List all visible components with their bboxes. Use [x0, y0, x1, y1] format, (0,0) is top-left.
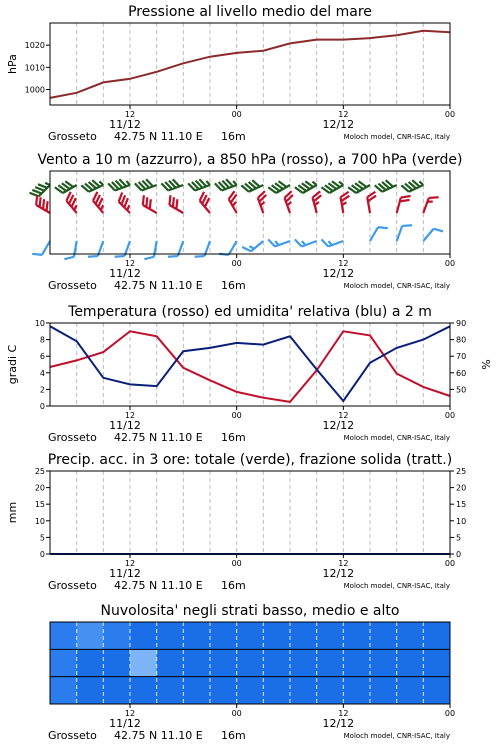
- location-elevation: 16m: [221, 279, 246, 292]
- cloud-cell: [423, 649, 450, 676]
- location-coords: 42.75 N 11.10 E: [114, 431, 203, 444]
- cloud-cell: [343, 649, 370, 676]
- x-tick-label: 00: [231, 709, 242, 718]
- cloud-cell: [263, 649, 290, 676]
- cloud-cell: [317, 622, 344, 649]
- y-tick-label: 8: [39, 335, 45, 345]
- y-tick-label: 1020: [24, 41, 45, 51]
- cloud-cell: [210, 677, 237, 704]
- chart-title: Pressione al livello medio del mare: [128, 4, 372, 20]
- cloud-cell: [77, 622, 104, 649]
- y-axis-label-right: %: [480, 359, 493, 370]
- cloud-panel: [48, 603, 455, 742]
- y-tick-label: 25: [34, 467, 45, 476]
- date-label: 12/12: [322, 717, 355, 730]
- location-elevation: 16m: [221, 130, 246, 143]
- location-elevation: 16m: [221, 579, 246, 592]
- cloud-cell: [263, 677, 290, 704]
- cloud-cell: [130, 649, 157, 676]
- cloud-cell: [290, 622, 317, 649]
- date-label: 11/12: [109, 419, 141, 432]
- y-tick-label: 1010: [24, 63, 45, 73]
- model-credit: Moloch model, CNR-ISAC, Italy: [343, 282, 450, 290]
- x-tick-label: 12: [124, 709, 136, 718]
- cloud-cell: [237, 677, 264, 704]
- x-tick-label: 00: [444, 559, 456, 568]
- y-tick-label: 10: [34, 319, 45, 328]
- x-tick-label: 00: [444, 709, 456, 718]
- location-name: Grosseto: [48, 431, 97, 444]
- x-tick-label: 00: [444, 411, 456, 420]
- cloud-cell: [157, 677, 184, 704]
- cloud-cell: [343, 677, 370, 704]
- location-elevation: 16m: [221, 431, 246, 444]
- date-label: 12/12: [322, 267, 355, 280]
- cloud-cell: [370, 622, 397, 649]
- date-label: 12/12: [322, 118, 355, 131]
- x-tick-label: 00: [231, 259, 242, 268]
- cloud-cell: [343, 622, 370, 649]
- x-tick-label: 00: [231, 110, 242, 119]
- y-tick-label: 70: [456, 352, 467, 362]
- y-tick-label: 10: [34, 516, 45, 526]
- wind-barb: [32, 237, 50, 259]
- date-label: 11/12: [109, 717, 141, 730]
- model-credit: Moloch model, CNR-ISAC, Italy: [343, 434, 450, 442]
- cloud-cell: [77, 649, 104, 676]
- cloud-cell: [103, 622, 130, 649]
- cloud-cell: [317, 649, 344, 676]
- chart-title: Precip. acc. in 3 ore: totale (verde), frazione solida (tratt.): [47, 452, 453, 468]
- cloud-cell: [237, 649, 264, 676]
- y-tick-label: 15: [34, 500, 45, 510]
- wind-barb: [29, 179, 50, 200]
- location-name: Grosseto: [48, 579, 97, 592]
- cloud-cell: [237, 622, 264, 649]
- y-tick-label: 0: [39, 402, 45, 411]
- cloud-cell: [423, 677, 450, 704]
- cloud-cell: [370, 677, 397, 704]
- location-coords: 42.75 N 11.10 E: [114, 729, 203, 742]
- cloud-cell: [423, 622, 450, 649]
- y-tick-label: 50: [456, 385, 467, 395]
- cloud-cell: [50, 649, 77, 676]
- x-tick-label: 12: [124, 559, 136, 568]
- date-label: 11/12: [109, 267, 141, 280]
- x-tick-label: 00: [444, 110, 456, 119]
- cloud-cell: [50, 622, 77, 649]
- y-tick-label: 6: [39, 352, 45, 362]
- x-tick-label: 12: [338, 559, 349, 568]
- location-name: Grosseto: [48, 279, 97, 292]
- date-label: 12/12: [322, 567, 355, 580]
- chart-title: Temperatura (rosso) ed umidita' relativa (blu) a 2 m: [68, 304, 432, 320]
- y-axis-label: mm: [6, 501, 19, 524]
- cloud-cell: [77, 677, 104, 704]
- date-label: 11/12: [109, 567, 141, 580]
- cloud-cell: [157, 649, 184, 676]
- cloud-cell: [183, 649, 210, 676]
- y-tick-label: 4: [39, 368, 45, 378]
- cloud-cell: [397, 622, 424, 649]
- cloud-cell: [183, 622, 210, 649]
- x-tick-label: 00: [231, 559, 242, 568]
- location-name: Grosseto: [48, 729, 97, 742]
- x-tick-label: 12: [124, 411, 136, 420]
- location-name: Grosseto: [48, 130, 97, 143]
- x-tick-label: 12: [124, 110, 136, 119]
- chart-title: Nuvolosita' negli strati basso, medio e alto: [100, 603, 400, 619]
- cloud-cell: [210, 649, 237, 676]
- cloud-cell: [290, 649, 317, 676]
- y-axis-label: gradi C: [6, 344, 19, 385]
- model-credit: Moloch model, CNR-ISAC, Italy: [343, 582, 450, 590]
- y-axis-label: hPa: [6, 54, 19, 74]
- cloud-cell: [397, 649, 424, 676]
- x-tick-label: 12: [338, 411, 349, 420]
- y-tick-label: 0: [456, 550, 462, 559]
- x-tick-label: 12: [338, 709, 349, 718]
- x-tick-label: 12: [124, 259, 136, 268]
- cloud-cell: [130, 622, 157, 649]
- y-tick-label: 20: [34, 483, 45, 493]
- y-tick-label: 25: [456, 467, 467, 476]
- x-tick-label: 12: [338, 110, 349, 119]
- cloud-cell: [103, 677, 130, 704]
- y-tick-label: 80: [456, 335, 467, 345]
- location-coords: 42.75 N 11.10 E: [114, 579, 203, 592]
- cloud-cell: [210, 622, 237, 649]
- model-credit: Moloch model, CNR-ISAC, Italy: [343, 133, 450, 141]
- precip-panel: [6, 452, 466, 592]
- y-tick-label: 1000: [24, 85, 45, 95]
- cloud-cell: [317, 677, 344, 704]
- y-tick-label: 5: [456, 533, 462, 543]
- cloud-cell: [50, 677, 77, 704]
- cloud-cell: [130, 677, 157, 704]
- cloud-cell: [263, 622, 290, 649]
- y-tick-label: 60: [456, 368, 467, 378]
- temp-humidity-panel: [6, 304, 493, 444]
- model-credit: Moloch model, CNR-ISAC, Italy: [343, 732, 450, 740]
- location-coords: 42.75 N 11.10 E: [114, 130, 203, 143]
- wind-panel: [29, 152, 462, 292]
- cloud-cell: [157, 622, 184, 649]
- cloud-cell: [397, 677, 424, 704]
- y-tick-label: 2: [39, 385, 45, 395]
- location-elevation: 16m: [221, 729, 246, 742]
- plot-background: [50, 471, 450, 554]
- y-tick-label: 15: [456, 500, 467, 510]
- y-tick-label: 0: [39, 550, 45, 559]
- cloud-cell: [103, 649, 130, 676]
- y-tick-label: 20: [456, 483, 467, 493]
- x-tick-label: 12: [338, 259, 349, 268]
- cloud-cell: [183, 677, 210, 704]
- y-tick-label: 5: [39, 533, 45, 543]
- x-tick-label: 00: [444, 259, 456, 268]
- location-coords: 42.75 N 11.10 E: [114, 279, 203, 292]
- x-tick-label: 00: [231, 411, 242, 420]
- date-label: 12/12: [322, 419, 355, 432]
- y-tick-label: 90: [456, 319, 467, 328]
- cloud-cell: [370, 649, 397, 676]
- y-tick-label: 10: [456, 516, 467, 526]
- date-label: 11/12: [109, 118, 141, 131]
- chart-title: Vento a 10 m (azzurro), a 850 hPa (rosso), a 700 hPa (verde): [37, 152, 463, 168]
- pressure-panel: [6, 4, 455, 143]
- cloud-cell: [290, 677, 317, 704]
